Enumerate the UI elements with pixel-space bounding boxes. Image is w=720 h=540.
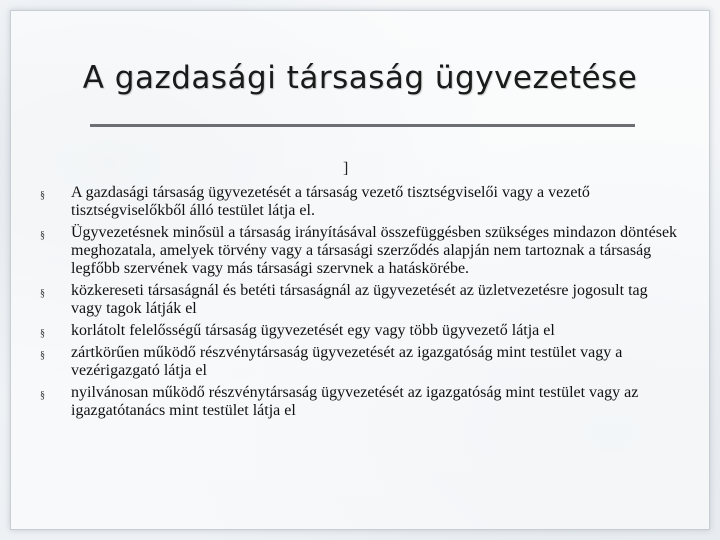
title-underline: [90, 124, 635, 127]
bullet-item: [40, 344, 680, 380]
bullet-symbol: §: [40, 328, 45, 339]
bullet-item: [40, 282, 680, 318]
bullet-item: [40, 184, 680, 220]
bullet-symbol: §: [40, 190, 45, 201]
slide-title: A gazdasági társaság ügyvezetése: [82, 60, 638, 96]
bullet-item: [40, 224, 680, 278]
bullet-text: A gazdasági társaság ügyvezetését a társaság vezető tisztségviselői vagy a vezető tisztségviselőkből álló testület látja el.: [71, 184, 590, 219]
bullet-text: nyilvánosan működő részvénytársaság ügyvezetését az igazgatóság mint testület vagy az igazgatótanács mint testület látja el: [71, 384, 639, 419]
bullet-symbol: §: [40, 390, 45, 401]
bullet-symbol: §: [40, 288, 45, 299]
bullet-text: zártkörűen működő részvénytársaság ügyvezetését az igazgatóság mint testület vagy a vezérigazgató látja el: [71, 344, 623, 379]
bullet-item: [40, 384, 680, 420]
bullet-list: [40, 184, 680, 424]
bullet-symbol: §: [40, 350, 45, 361]
bracket-mark: ]: [343, 160, 349, 177]
bullet-text: közkereseti társaságnál és betéti társaságnál az ügyvezetését az üzletvezetésre jogosult tag vagy tagok látják el: [71, 282, 648, 317]
bullet-symbol: §: [40, 230, 45, 241]
bullet-text: korlátolt felelősségű társaság ügyvezetését egy vagy több ügyvezető látja el: [71, 322, 555, 339]
bullet-item: [40, 322, 680, 340]
bullet-text: Ügyvezetésnek minősül a társaság irányításával összefüggésben szükséges mindazon döntések meghozatala, amelyek törvény vagy a társasági szerződés alapján nem tartoznak a társaság legfőbb szervének vagy más társasági szervnek a hatáskörébe.: [71, 224, 678, 277]
